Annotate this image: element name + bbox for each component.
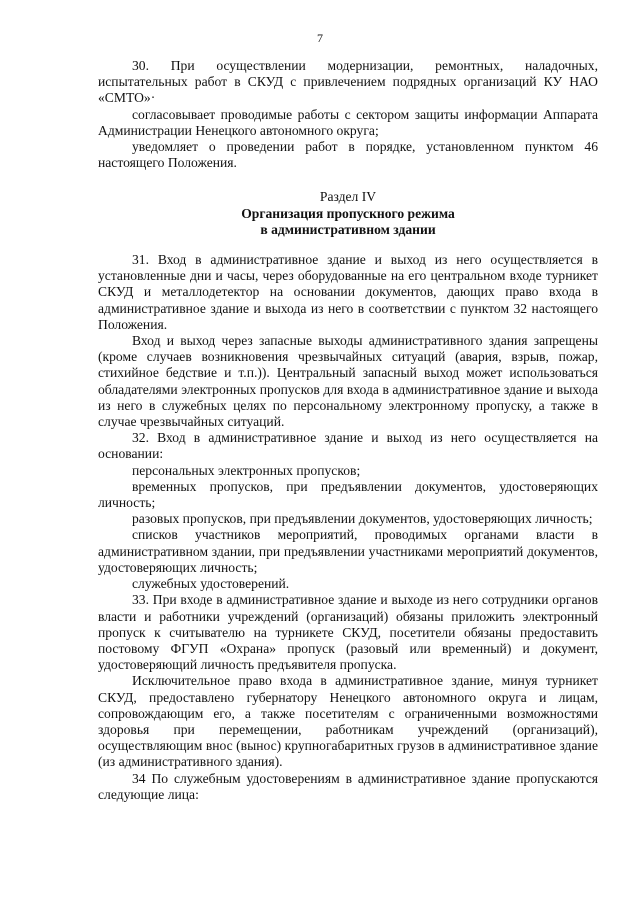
paragraph-33: 33. При входе в административное здание и выходе из него сотрудники органов власти и работники учреждений (организаций) обязаны приложить электронный пропуск к считывателю на турникете СКУД, посетители обязаны предоставить постовому ФГУП «Охрана» пропуск (разовый или временный) и документ, удостоверяющий личность предъявителя пропуска. (98, 592, 598, 673)
paragraph-32-item-5: служебных удостоверений. (132, 576, 290, 592)
spacer (98, 238, 598, 252)
paragraph-32-item-1: персональных электронных пропусков; (132, 462, 361, 478)
paragraph-32: 32. Вход в административное здание и выход из него осуществляется на основании: (98, 430, 598, 462)
paragraph-30-item-1: согласовывает проводимые работы с сектором защиты информации Аппарата Администрации Ненецкого автономного округа; (98, 106, 598, 138)
section-title-line-2: в административном здании (260, 221, 436, 237)
paragraph-32-item-2: временных пропусков, при предъявлении документов, удостоверяющих личность; (98, 478, 598, 511)
document-body (98, 58, 598, 803)
section-title-line-1: Организация пропускного режима (241, 205, 455, 221)
paragraph-31-emergency-exits: Вход и выход через запасные выходы административного здания запрещены (кроме случаев возникновения чрезвычайных ситуаций (авария, взрыв, пожар, стихийное бедствие и т.п.)). Центральный запасный выход может использоваться обладателями электронных пропусков для входа в административное здание и выхода из него в служебных целях по персональному электронному пропуску, а также в случае чрезвычайных ситуаций. (98, 333, 598, 430)
paragraph-34: 34 По служебным удостоверениям в административное здание пропускаются следующие лица: (98, 770, 598, 802)
section-number: Раздел IV (319, 189, 377, 205)
paragraph-33-exception: Исключительное право входа в административное здание, минуя турникет СКУД, предоставлено губернатору Ненецкого автономного округа и лицам, сопровождающим его, а также посетителям с ограниченными возможностями здоровья при перемещении, работникам учреждений (организаций), осуществляющим внос (вынос) крупногабаритных грузов в административное здание (из административного здания). (98, 673, 598, 770)
page-number: 7 (317, 31, 323, 45)
paragraph-31: 31. Вход в административное здание и выход из него осуществляется в установленные дни и часы, через оборудованные на его центральном входе турникет СКУД и металлодетектор на основании документов, дающих право входа в административное здание и выхода из него в соответствии с пунктом 32 настоящего Положения. (98, 252, 598, 332)
section-heading (98, 189, 598, 238)
paragraph-32-item-4: списков участников мероприятий, проводимых органами власти в административном здании, при предъявлении участниками мероприятий документов, удостоверяющих личность; (98, 527, 598, 575)
paragraph-30: 30. При осуществлении модернизации, ремонтных, наладочных, испытательных работ в СКУД с привлечением подрядных организаций КУ НАО «СМТО»· (98, 58, 598, 106)
paragraph-32-item-3: разовых пропусков, при предъявлении документов, удостоверяющих личность; (132, 511, 593, 527)
paragraph-30-item-2: уведомляет о проведении работ в порядке, установленном пунктом 46 настоящего Положения. (98, 139, 598, 171)
